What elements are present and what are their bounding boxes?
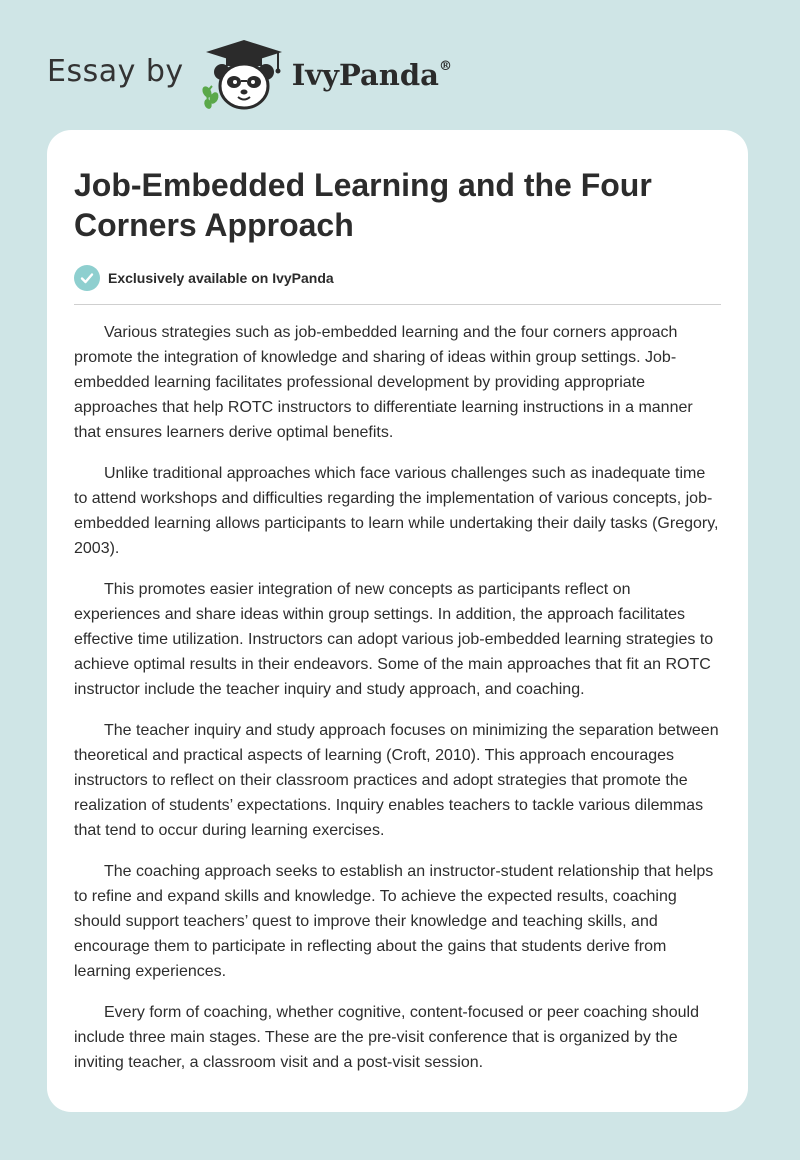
site-header [47, 34, 452, 114]
exclusive-badge-label: Exclusively available on IvyPanda [108, 270, 334, 286]
paragraph: The teacher inquiry and study approach focuses on minimizing the separation between theoretical and practical aspects of learning (Croft, 2010). This approach encourages instructors to reflect on their classroom practices and adopt strategies that promote the realization of students’ expectations. Inquiry enables teachers to tackle various dilemmas that tend to occur during learning exercises. [74, 722, 719, 839]
paragraph: This promotes easier integration of new concepts as participants reflect on experiences and share ideas within group settings. In addition, the approach facilitates effective time utilization. Instructors can adopt various job-embedded learning strategies to achieve optimal results in their endeavors. Some of the main approaches that fit an ROTC instructor include the teacher inquiry and study approach, and coaching. [74, 581, 714, 698]
registered-mark: ® [438, 59, 452, 75]
exclusive-badge [74, 265, 721, 305]
check-icon [74, 265, 100, 291]
essay-card [47, 130, 748, 1112]
paragraph: Every form of coaching, whether cognitive, content-focused or peer coaching should include three main stages. These are the pre-visit conference that is organized by the inviting teacher, a classroom visit and a post-visit session. [74, 1004, 699, 1071]
paragraph: The coaching approach seeks to establish an instructor-student relationship that helps to refine and expand skills and knowledge. To achieve the expected results, coaching should support teachers’ quest to improve their knowledge and teaching skills, and encourage them to participate in reflecting about the gains that students derive from learning experiences. [74, 863, 714, 980]
essay-title: Job-Embedded Learning and the Four Corners Approach [74, 167, 652, 243]
essay-by-label: Essay by [47, 53, 184, 89]
panda-graduate-icon[interactable] [198, 34, 290, 114]
essay-body [74, 320, 721, 1075]
paragraph: Unlike traditional approaches which face various challenges such as inadequate time to attend workshops and difficulties regarding the implementation of various concepts, job-embedded learning allows participants to learn while undertaking their daily tasks (Gregory, 2003). [74, 465, 719, 557]
brand-name[interactable]: IvyPanda® [291, 58, 452, 92]
paragraph: Various strategies such as job-embedded learning and the four corners approach promote the integration of knowledge and sharing of ideas within group settings. Job-embedded learning facilitates professional development by providing appropriate approaches that help ROTC instructors to differentiate learning instructions in a manner that ensures learners derive optimal benefits. [74, 324, 693, 441]
